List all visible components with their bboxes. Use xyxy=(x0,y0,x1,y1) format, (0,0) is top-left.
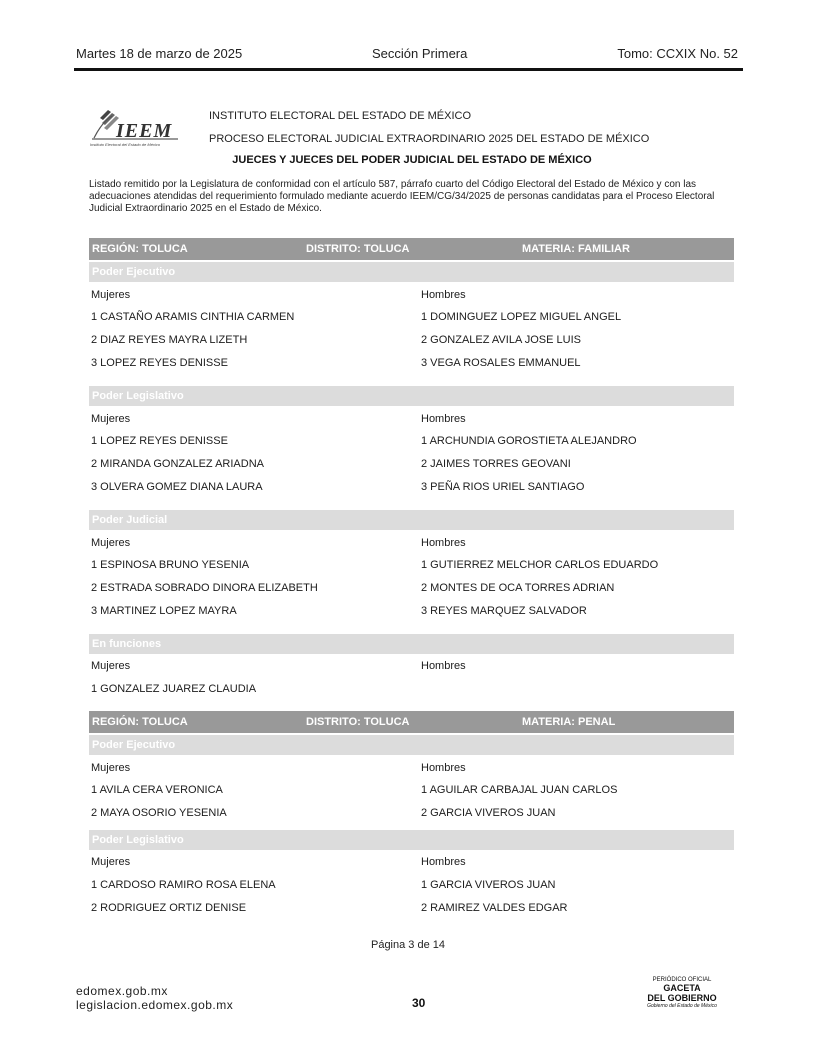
candidate-name: 2 MAYA OSORIO YESENIA xyxy=(91,807,227,819)
section-title: Poder Legislativo xyxy=(92,390,184,402)
gaceta-logo xyxy=(634,977,730,1009)
candidate-name: 2 DIAZ REYES MAYRA LIZETH xyxy=(91,334,248,346)
hombres-label: Hombres xyxy=(421,762,466,774)
section-poder-judicial xyxy=(89,510,734,530)
mujeres-label: Mujeres xyxy=(91,289,131,301)
hombres-label: Hombres xyxy=(421,856,466,868)
region-header-penal xyxy=(89,711,734,733)
intro-paragraph: Listado remitido por la Legislatura de conformidad con el artículo 587, párrafo cuarto del Código Electoral del Estado de México y con las adecuaciones atendidas del requerimiento formulado mediante acuerdo IEEM/CG/34/2025 de personas candidatas para el Proceso Electoral Judicial Extraordinario 2025 en el Estado de México. xyxy=(89,179,715,214)
inner-page-number: Página 3 de 14 xyxy=(370,939,445,951)
materia-label: MATERIA: PENAL xyxy=(522,716,616,728)
section-title: Poder Ejecutivo xyxy=(92,266,176,278)
candidate-name: 1 CARDOSO RAMIRO ROSA ELENA xyxy=(91,879,276,891)
candidate-name: 2 MONTES DE OCA TORRES ADRIAN xyxy=(421,582,615,594)
header-section: Sección Primera xyxy=(372,46,468,61)
hombres-label: Hombres xyxy=(421,537,466,549)
section-poder-legislativo xyxy=(89,386,734,406)
candidate-name: 2 MIRANDA GONZALEZ ARIADNA xyxy=(91,458,264,470)
candidate-name: 2 RAMIREZ VALDES EDGAR xyxy=(421,902,568,914)
distrito-label: DISTRITO: TOLUCA xyxy=(306,716,410,728)
candidate-name: 1 DOMINGUEZ LOPEZ MIGUEL ANGEL xyxy=(421,311,622,323)
section-poder-ejecutivo xyxy=(89,735,734,755)
gaceta-top: PERIÓDICO OFICIAL xyxy=(652,977,712,983)
candidate-name: 2 JAIMES TORRES GEOVANI xyxy=(421,458,571,470)
gaceta-page-number: 30 xyxy=(412,996,426,1010)
header-tomo: Tomo: CCXIX No. 52 xyxy=(617,46,738,61)
gaceta-subtitle: Gobierno del Estado de México xyxy=(647,1003,717,1009)
materia-label: MATERIA: FAMILIAR xyxy=(522,243,630,255)
section-poder-legislativo xyxy=(89,830,734,850)
logo-name: IEEM xyxy=(116,120,173,142)
candidate-name: 1 LOPEZ REYES DENISSE xyxy=(91,435,228,447)
region-label: REGIÓN: TOLUCA xyxy=(92,716,188,728)
header-rule xyxy=(74,68,743,71)
candidate-name: 1 AVILA CERA VERONICA xyxy=(91,784,223,796)
section-title: Poder Ejecutivo xyxy=(92,739,176,751)
region-header-familiar xyxy=(89,238,734,260)
candidate-name: 1 GUTIERREZ MELCHOR CARLOS EDUARDO xyxy=(421,559,659,571)
candidate-name: 1 ESPINOSA BRUNO YESENIA xyxy=(91,559,250,571)
hombres-label: Hombres xyxy=(421,413,466,425)
candidate-name: 1 AGUILAR CARBAJAL JUAN CARLOS xyxy=(421,784,618,796)
candidate-name: 1 GONZALEZ JUAREZ CLAUDIA xyxy=(91,683,257,695)
section-title: Poder Judicial xyxy=(92,514,168,526)
header-date: Martes 18 de marzo de 2025 xyxy=(76,46,243,61)
candidate-name: 3 LOPEZ REYES DENISSE xyxy=(91,357,228,369)
section-en-funciones xyxy=(89,634,734,654)
document-title: JUECES Y JUECES DEL PODER JUDICIAL DEL ESTADO DE MÉXICO xyxy=(232,154,592,166)
distrito-label: DISTRITO: TOLUCA xyxy=(306,243,410,255)
candidate-name: 1 ARCHUNDIA GOROSTIETA ALEJANDRO xyxy=(421,435,637,447)
ieem-logo xyxy=(88,106,180,154)
candidate-name: 2 GARCIA VIVEROS JUAN xyxy=(421,807,556,819)
footer-link-legislacion[interactable]: legislacion.edomex.gob.mx xyxy=(76,998,234,1012)
candidate-name: 2 ESTRADA SOBRADO DINORA ELIZABETH xyxy=(91,582,318,594)
candidate-name: 3 OLVERA GOMEZ DIANA LAURA xyxy=(91,481,263,493)
candidate-name: 3 PEÑA RIOS URIEL SANTIAGO xyxy=(421,481,585,493)
candidate-name: 3 MARTINEZ LOPEZ MAYRA xyxy=(91,605,237,617)
mujeres-label: Mujeres xyxy=(91,413,131,425)
logo-subtitle: Instituto Electoral del Estado de México xyxy=(90,142,161,147)
mujeres-label: Mujeres xyxy=(91,856,131,868)
section-title: En funciones xyxy=(92,638,162,650)
mujeres-label: Mujeres xyxy=(91,537,131,549)
gaceta-line2: DEL GOBIERNO xyxy=(647,993,717,1003)
institute-name: INSTITUTO ELECTORAL DEL ESTADO DE MÉXICO xyxy=(209,110,472,122)
hombres-label: Hombres xyxy=(421,660,466,672)
mujeres-label: Mujeres xyxy=(91,660,131,672)
candidate-name: 3 VEGA ROSALES EMMANUEL xyxy=(421,357,581,369)
candidate-name: 1 CASTAÑO ARAMIS CINTHIA CARMEN xyxy=(91,311,295,323)
process-name: PROCESO ELECTORAL JUDICIAL EXTRAORDINARIO 2025 DEL ESTADO DE MÉXICO xyxy=(209,133,650,145)
section-title: Poder Legislativo xyxy=(92,834,184,846)
hombres-label: Hombres xyxy=(421,289,466,301)
gaceta-line1: GACETA xyxy=(663,983,701,993)
candidate-name: 2 RODRIGUEZ ORTIZ DENISE xyxy=(91,902,247,914)
footer-link-edomex[interactable]: edomex.gob.mx xyxy=(76,984,168,998)
mujeres-label: Mujeres xyxy=(91,762,131,774)
candidate-name: 2 GONZALEZ AVILA JOSE LUIS xyxy=(421,334,581,346)
candidate-name: 3 REYES MARQUEZ SALVADOR xyxy=(421,605,587,617)
region-label: REGIÓN: TOLUCA xyxy=(92,243,188,255)
page-header xyxy=(76,46,742,66)
section-poder-ejecutivo xyxy=(89,262,734,282)
candidate-name: 1 GARCIA VIVEROS JUAN xyxy=(421,879,556,891)
